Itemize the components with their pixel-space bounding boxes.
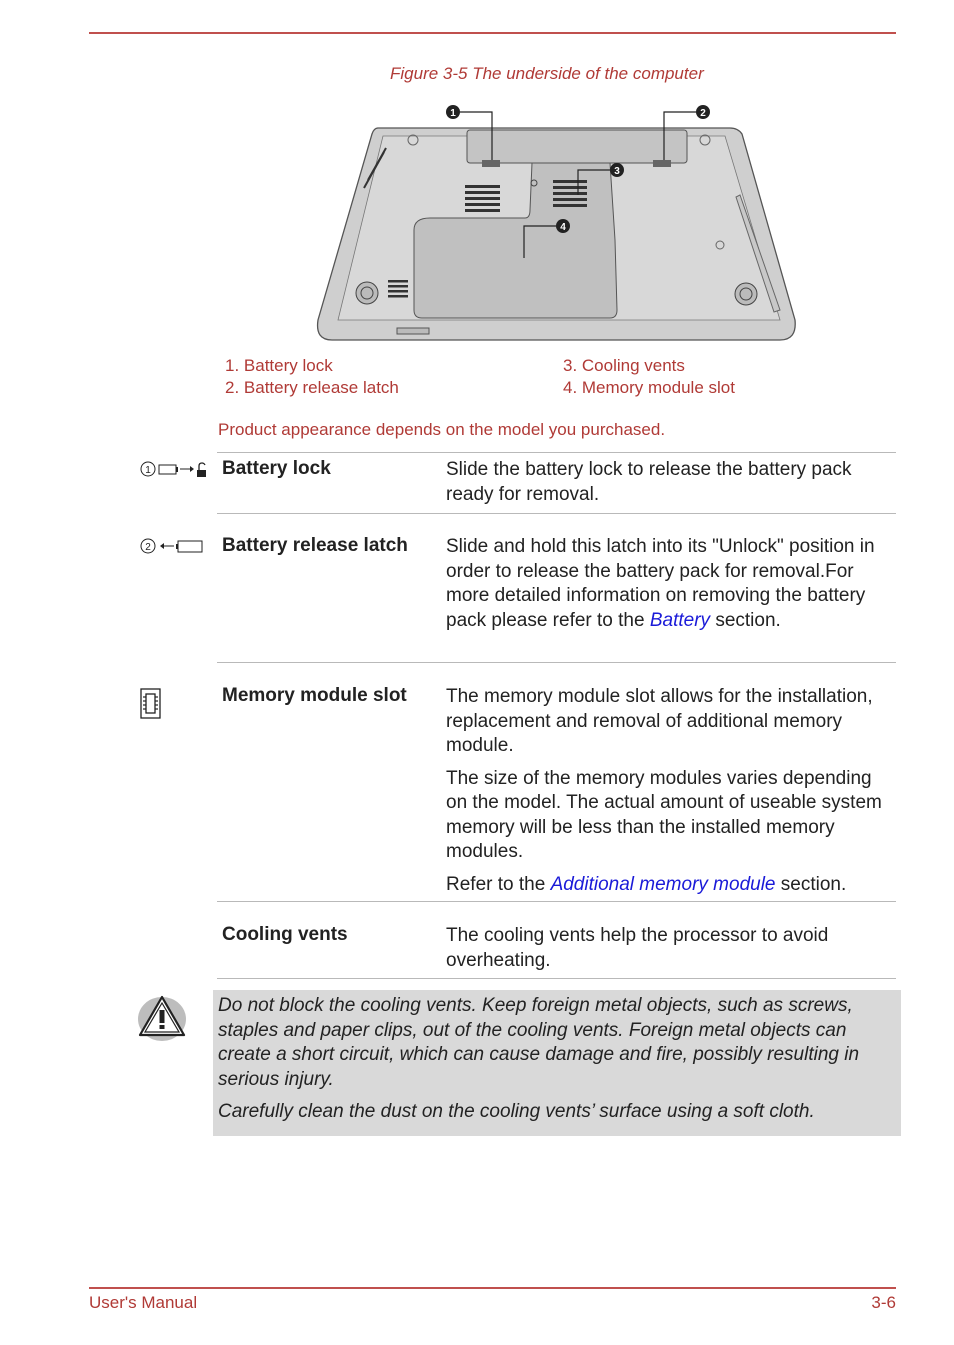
description-text: The memory module slot allows for the installation, replacement and removal of additional memory module. bbox=[446, 686, 873, 756]
row-description bbox=[446, 535, 896, 641]
description-text: section. bbox=[775, 873, 847, 895]
svg-text:2: 2 bbox=[145, 542, 151, 553]
svg-text:1: 1 bbox=[145, 465, 151, 476]
description-text: The cooling vents help the processor to avoid overheating. bbox=[446, 925, 829, 971]
page-number: 3-6 bbox=[871, 1293, 896, 1312]
warning-text: Do not block the cooling vents. Keep foreign metal objects, such as screws, staples and paper clips, out of the cooling vents. Foreign metal objects can create a short circuit, which can cause damage and fire, possibly resulting in serious injury. bbox=[218, 995, 860, 1090]
table-divider bbox=[217, 662, 896, 663]
figure-legend-left bbox=[225, 355, 399, 399]
table-divider bbox=[217, 901, 896, 902]
footer-rule bbox=[89, 1287, 896, 1289]
row-label: Battery lock bbox=[222, 458, 331, 479]
battery-release-latch-icon bbox=[140, 537, 210, 557]
battery-link[interactable]: Battery bbox=[649, 609, 711, 631]
product-note: Product appearance depends on the model you purchased. bbox=[218, 420, 666, 439]
warning-text: Carefully clean the dust on the cooling vents’ surface using a soft cloth. bbox=[218, 1101, 815, 1122]
row-description bbox=[446, 924, 896, 981]
row-description bbox=[446, 458, 896, 515]
table-divider bbox=[217, 513, 896, 514]
description-text: section. bbox=[710, 609, 781, 631]
warning-icon bbox=[136, 993, 188, 1043]
footer-title: User's Manual bbox=[89, 1293, 198, 1312]
row-label: Battery release latch bbox=[222, 535, 408, 556]
callout-2: 2 bbox=[700, 108, 706, 119]
table-divider bbox=[217, 978, 896, 979]
row-description bbox=[446, 685, 896, 905]
memory-module-icon bbox=[139, 688, 163, 720]
row-label: Cooling vents bbox=[222, 924, 348, 945]
legend-item: 3. Cooling vents bbox=[563, 356, 685, 375]
header-rule bbox=[89, 32, 896, 34]
description-text: The size of the memory modules varies depending on the model. The actual amount of useable system memory will be less than the installed memory modules. bbox=[446, 767, 882, 862]
description-text: Slide the battery lock to release the battery pack ready for removal. bbox=[446, 459, 852, 505]
figure-caption: Figure 3-5 The underside of the computer bbox=[390, 64, 704, 83]
laptop-underside-figure bbox=[310, 100, 805, 350]
table-divider bbox=[217, 452, 896, 453]
warning-box bbox=[213, 990, 901, 1136]
row-label: Memory module slot bbox=[222, 685, 407, 706]
legend-item: 1. Battery lock bbox=[225, 356, 333, 375]
description-text: Refer to the bbox=[446, 873, 551, 895]
callout-3: 3 bbox=[614, 166, 620, 177]
callout-1: 1 bbox=[450, 108, 456, 119]
legend-item: 4. Memory module slot bbox=[563, 378, 735, 397]
battery-lock-icon bbox=[140, 460, 210, 480]
callout-4: 4 bbox=[560, 222, 566, 233]
figure-legend-right bbox=[563, 355, 735, 399]
additional-memory-module-link[interactable]: Additional memory module bbox=[550, 873, 776, 895]
description-text: Slide and hold this latch into its "Unlock" position in order to release the battery pack for removal.For more detailed information on removing the battery pack please refer to the bbox=[446, 536, 875, 631]
legend-item: 2. Battery release latch bbox=[225, 378, 399, 397]
